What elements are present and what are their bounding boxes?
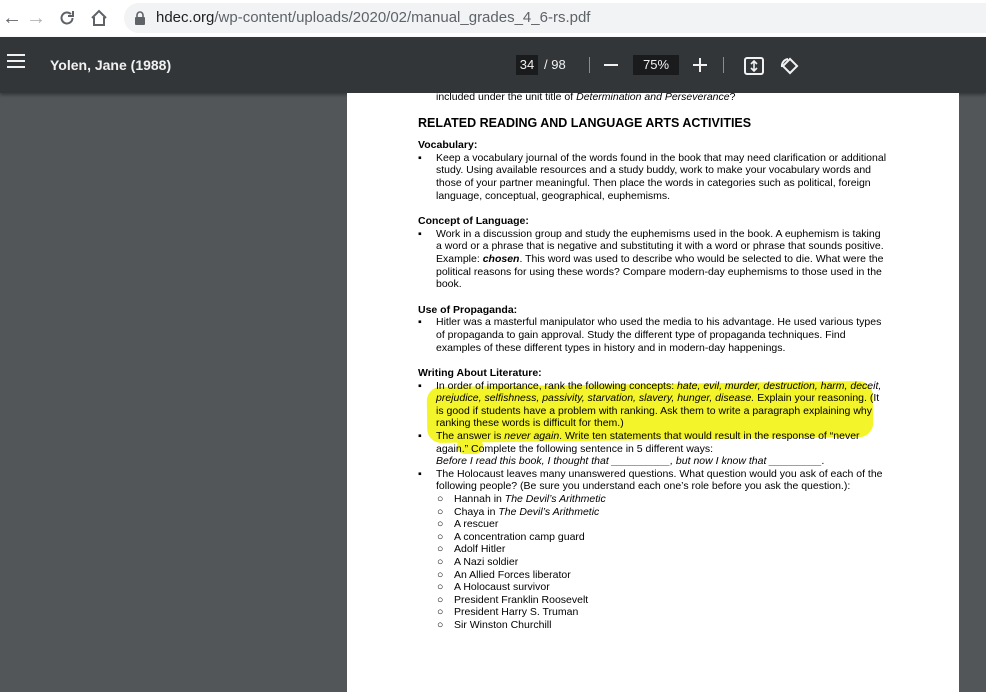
page-number-input[interactable]: 34: [516, 55, 538, 75]
sub-list-item: ○ An Allied Forces liberator: [437, 568, 571, 581]
browser-toolbar: [0, 0, 986, 38]
sub-list-item: ○ A rescuer: [437, 518, 499, 531]
zoom-input[interactable]: 75%: [633, 55, 679, 75]
url-text: hdec.org/wp-content/uploads/2020/02/manual_grades_4_6-rs.pdf: [156, 9, 591, 26]
list-item: ▪ Work in a discussion group and study the euphemisms used in the book. A euphemism is taking a word or a phrase that is negative and substituting it with a word or phrase that sounds positive. Example: chosen. This word was used to describe who would be selected to die. What were the political reasons for using these words? Compare modern-day euphemisms to those used in the book.: [418, 227, 884, 291]
propaganda-heading: Use of Propaganda:: [418, 303, 518, 316]
list-item: ▪ Keep a vocabulary journal of the words found in the book that may need clarification or additional study. Using available resources and a study buddy, work to make your vocabulary words and those of your partner meaningful. Then place the words in categories such as political, foreign language, conceptual, geographical, euphemisms.: [418, 151, 887, 202]
zoom-in-icon[interactable]: [693, 57, 709, 73]
sub-list-item: ○ A Holocaust survivor: [437, 581, 550, 594]
vocabulary-heading: Vocabulary:: [418, 139, 478, 152]
concept-heading: Concept of Language:: [418, 215, 529, 228]
sub-list-item: ○ President Franklin Roosevelt: [437, 593, 589, 606]
sub-list-item: ○ Chaya in The Devil’s Arithmetic: [437, 505, 600, 518]
pdf-toolbar: [0, 37, 986, 93]
rotate-icon[interactable]: [778, 55, 800, 77]
fit-page-icon[interactable]: [743, 55, 765, 77]
pdf-page: [347, 93, 959, 692]
sub-list-item: ○ Adolf Hitler: [437, 543, 506, 556]
forward-icon[interactable]: →: [26, 6, 46, 29]
zoom-out-icon[interactable]: [604, 64, 618, 66]
toolbar-divider: [723, 57, 724, 73]
list-item: ▪ Hitler was a masterful manipulator who used the media to his advantage. He used various types of propaganda to gain approval. Study the different type of propaganda techniques. Find examples of these different types in history and in modern-day happenings.: [418, 316, 882, 354]
lock-icon: [134, 11, 146, 25]
section-heading: RELATED READING AND LANGUAGE ARTS ACTIVITIES: [418, 115, 752, 130]
document-title: Yolen, Jane (1988): [50, 57, 172, 73]
writing-heading: Writing About Literature:: [418, 367, 542, 380]
menu-icon[interactable]: [7, 54, 25, 68]
sub-list-item: ○ President Harry S. Truman: [437, 606, 579, 619]
list-item: ▪ In order of importance, rank the following concepts: hate, evil, murder, destruction, harm, deceit, prejudice, selfishness, passivity, starvation, slavery, hunger, disease. Explain your reasoning. (It is good if students have a problem with ranking. Ask them to write a paragraph explaining why ranking these words is difficult for them.): [418, 379, 882, 430]
page-count: / 98: [544, 57, 566, 72]
toolbar-divider: [589, 57, 590, 73]
home-icon[interactable]: [87, 6, 111, 30]
sub-list-item: ○ A Nazi soldier: [437, 556, 519, 568]
address-bar[interactable]: [124, 3, 986, 33]
back-icon[interactable]: ←: [2, 6, 22, 29]
sub-list-item: ○ Hannah in The Devil’s Arithmetic: [437, 493, 606, 506]
reload-icon[interactable]: [55, 6, 79, 30]
sub-list-item: ○ A concentration camp guard: [437, 530, 585, 543]
continued-line: included under the unit title of Determination and Perseverance?: [436, 93, 736, 103]
sub-list-item: ○ Sir Winston Churchill: [437, 618, 552, 631]
page-content: [418, 93, 888, 632]
list-item: ▪ The answer is never again. Write ten statements that would result in the response of “never again.” Complete the following sentence in 5 different ways: Before I read this book, I thought that __________, but now I know that _________.: [418, 430, 860, 468]
list-item: ▪ The Holocaust leaves many unanswered questions. What question would you ask of each of the following people? (Be sure you understand each one’s role before you ask the question.):: [418, 467, 883, 493]
